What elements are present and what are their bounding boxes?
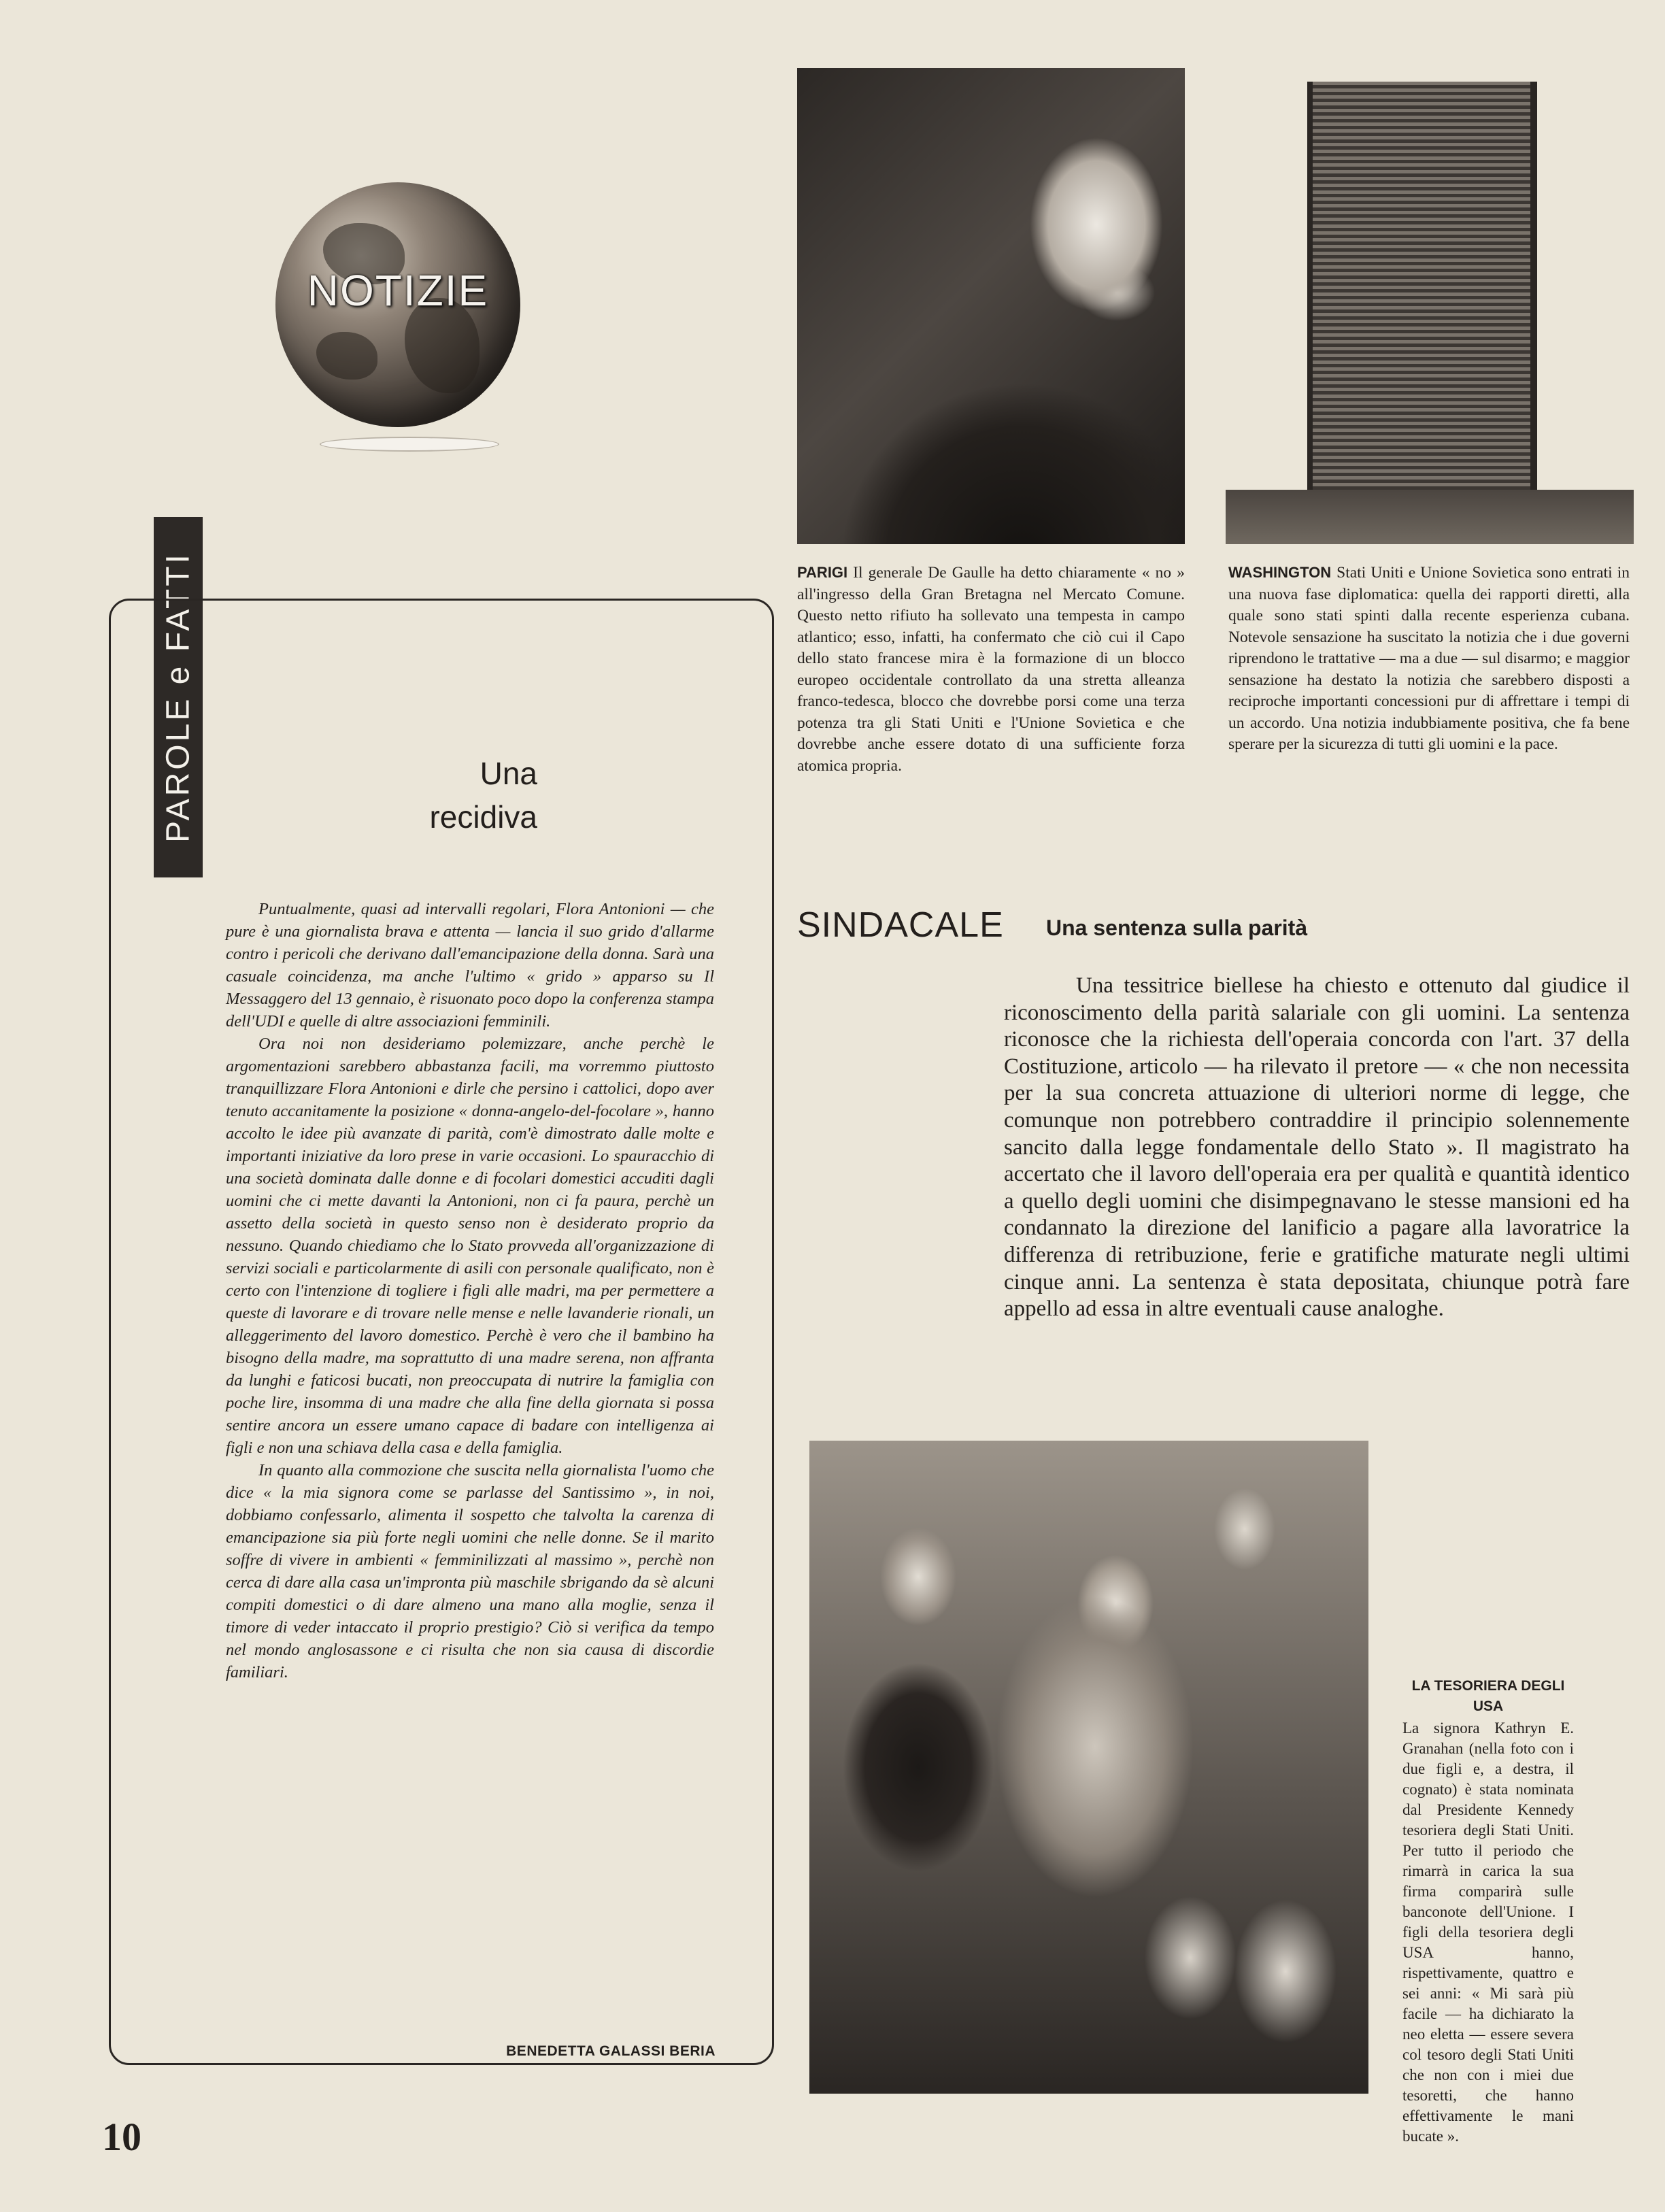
- photo-un-headquarters: [1226, 68, 1634, 544]
- editorial-byline: BENEDETTA GALASSI BERIA: [506, 2043, 716, 2059]
- un-ground: [1226, 490, 1634, 544]
- sindacale-paragraph: Una tessitrice biellese ha chiesto e ottenuto dal giudice il riconoscimento della parità salariale con gli uomini. La sentenza riconosce che la richiesta dell'operaia concorda con l'art. 37 della Costituzione, articolo — ha rilevato il pretore — « che non necessita per la sua concreta attuazione di ulteriori norme di legge, che comunque non potrebbero contraddire il principio solennemente sancito dalla legge fondamentale dello Stato ». Il magistrato ha accertato che il lavoro dell'operaia era per qualità e quantità identico a quello degli uomini che disimpegnavano le stesse mansioni ed ha condannato la direzione del lanificio a pagare alla lavoratrice la differenza di retribuzione, ferie e gratifiche maturate negli ultimi cinque anni. La sentenza è stata depositata, chiunque potrà fare appello ad essa in altre eventuali cause analoghe.: [1004, 973, 1630, 1322]
- caption-washington: [1228, 562, 1630, 756]
- caption-kennedy: [1402, 1676, 1574, 2147]
- section-tab-label: PAROLE e FATTI: [160, 552, 197, 843]
- caption-kennedy-head: LA TESORIERA DEGLI USA: [1411, 1678, 1565, 1714]
- sindacale-title: Una sentenza sulla parità: [1046, 916, 1308, 940]
- editorial-title: Una recidiva: [429, 756, 537, 835]
- editorial-paragraph: Ora noi non desideriamo polemizzare, anche perchè le argomentazioni sarebbero abbastanza facili, ma vorremmo piuttosto tranquillizzare Flora Antonioni e dirle che persino i cattolici, dopo aver tenuto accanitamente la posizione « donna-angelo-del-focolare », hanno accolto le idee più avanzate di parità, com'è dimostrato dalle molte e importanti iniziative da loro prese in varie occasioni. Lo spauracchio di una società dominata dalle donne e di focolari domestici accuditi dagli uomini che ci mette davanti la Antonioni, non ci fa paura, perchè un assetto della società in questo senso non è desiderato proprio da nessuno. Quando chiediamo che lo Stato provveda all'organizzazione di servizi sociali e particolarmente di asili con personale qualificato, non è certo con l'intenzione di togliere i figli alle madri, ma per permettere a queste di lavorare e di trovare nelle mense e nelle lavanderie rionali, un alleggerimento del lavoro domestico. Perchè è vero che il bambino ha bisogno della madre, ma soprattutto di una madre serena, non affranta da lunghi e faticosi bucati, non preoccupata di nutrire la famiglia con poche lire, insomma di una madre che alla fine della giornata si possa sentire ancora un essere umano capace di badare con intelligenza ai figli e non una schiava della casa e della famiglia.: [226, 1035, 714, 1457]
- sindacale-kicker: SINDACALE: [797, 905, 1004, 945]
- editorial-text: [226, 898, 714, 1683]
- globe-stand: [320, 437, 499, 452]
- caption-kennedy-text: La signora Kathryn E. Granahan (nella foto con i due figli e, a destra, il cognato) è stata nominata dal Presidente Kennedy tesoriera degli Stati Uniti. Per tutto il periodo che rimarrà in carica la sua firma comparirà sulle banconote dell'Unione. I figli della tesoriera degli USA hanno, rispettivamente, quattro e sei anni: « Mi sarà più facile — ha dichiarato la neo eletta — essere severa col tesoro degli Stati Uniti che non con i miei due tesoretti, che hanno effettivamente le mani bucate ».: [1402, 1720, 1574, 2145]
- globe-label: NOTIZIE: [307, 266, 489, 315]
- caption-paris-text: Il generale De Gaulle ha detto chiaramente « no » all'ingresso della Gran Bretagna nel Mercato Comune. Questo netto rifiuto ha sollevato una tempesta in campo atlantico; esso, infatti, ha confermato che ciò cui il Capo dello stato francese mira è la formazione di un blocco europeo occidentale controllato da una stretta alleanza franco-tedesca, blocco che dovrebbe porsi come una terza potenza tra gli Stati Uniti e l'Unione Sovietica e che dovrebbe anche essere dotato di una sufficiente forza atomica propria.: [797, 564, 1185, 775]
- caption-washington-text: Stati Uniti e Unione Sovietica sono entrati in una nuova fase diplomatica: quella dei rapporti diretti, alla quale sono stati spinti dalla recente esperienza cubana. Notevole sensazione ha suscitato la notizia che i due governi riprendono le trattative — ma a due — sul disarmo; e maggior sensazione ha destato la notizia che sarebbero disposti a reciproche importanti concessioni pur di affrettare i tempi di un accordo. Una notizia indubbiamente positiva, che fa bene sperare per la sicurezza di tutti gli uomini e la pace.: [1228, 564, 1630, 753]
- caption-paris: [797, 562, 1185, 777]
- photo-de-gaulle: [797, 68, 1185, 544]
- caption-washington-tag: WASHINGTON: [1228, 564, 1332, 581]
- editorial-paragraph: Puntualmente, quasi ad intervalli regolari, Flora Antonioni — che pure è una giornalista brava e attenta — lancia il suo grido d'allarme contro i pericoli che derivano dall'emancipazione della donna. Sarà una casuale coincidenza, ma anche l'ultimo « grido » apparso su Il Messaggero del 13 gennaio, è risuonato poco dopo la conferenza stampa dell'UDI e quelle di altre associazioni femminili.: [226, 900, 714, 1030]
- globe-logo: [272, 170, 558, 442]
- photo-kennedy-granahan: [809, 1441, 1368, 2094]
- un-tower: [1307, 82, 1537, 503]
- sindacale-body: [1004, 973, 1630, 1323]
- editorial-paragraph: In quanto alla commozione che suscita nella giornalista l'uomo che dice « la mia signora come se parlasse del Santissimo », in noi, dobbiamo confessarlo, alimenta il sospetto che talvolta la carenza di emancipazione sia più forte negli uomini che nelle donne. Se il marito soffre di vivere in ambienti « femminilizzati al massimo », perchè non cerca di dare alla casa un'impronta più maschile sbrigando da sè alcuni compiti domestici o di dare almeno una mano alla moglie, senza il timore di veder intaccato il proprio prestigio? Ciò si verifica da tempo nel mondo anglosassone e ci risulta che non sia causa di discordie familiari.: [226, 1461, 714, 1681]
- caption-paris-tag: PARIGI: [797, 564, 848, 581]
- page-number: 10: [102, 2115, 141, 2159]
